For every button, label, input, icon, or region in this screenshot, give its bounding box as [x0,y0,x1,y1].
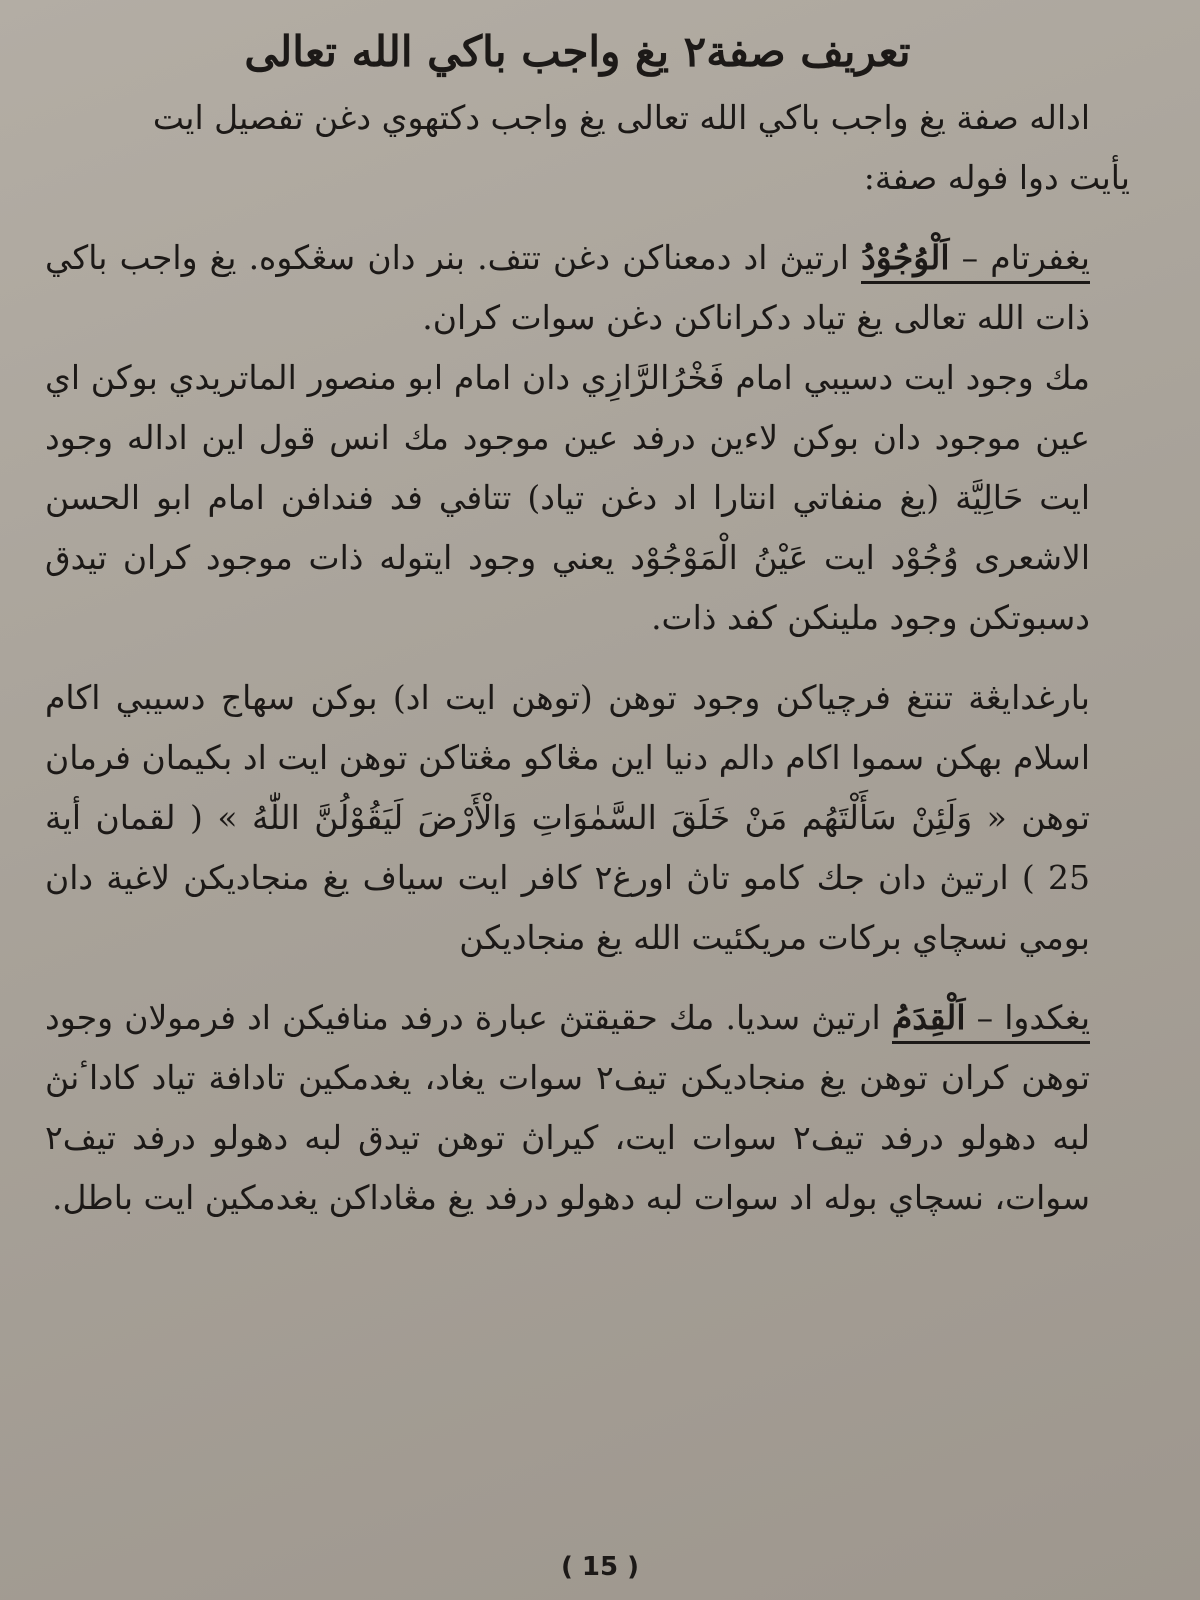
qidam-definition: ارتيڽ سديا. مك حقيقتڽ عبارة درفد منافيكن اد فرمولان وجود توهن كران توهن يغ منجاديكن تيف٢ سوات يغاد، يغدمكين تادافة تياد كاداٴنڽ لبه دهولو درفد تيف٢ سوات ايت، كيراڽ توهن تيدق لبه دهولو درفد تيف٢ سوات، نسچاي بوله اد سوات لبه دهولو درفد يغ مڠاداكن يغدمكين ايت باطل. [45,998,1090,1217]
page-title: تعريف صفة٢ يغ واجب باكي الله تعالى [244,27,911,76]
wujud-heading [861,238,1090,284]
wujud-definition: ارتيڽ اد دمعناكن دغن تتف. بنر دان سڠكوه. يغ واجب باكي ذات الله تعالى يغ تياد دكراناكن دغن سوات كران. [45,238,1090,337]
baraghdaya-paragraph: بارغدايڠة تنتغ فرچياكن وجود توهن (توهن ايت اد) بوكن سهاج دسيبي اكام اسلام بهكن سموا اكام دالم دنيا اين مڠاكو مڠتاكن توهن ايت اد بكيمان فرمان توهن « وَلَئِنْ سَأَلْتَهُم مَنْ خَلَقَ السَّمٰوَاتِ وَالْأَرْضَ لَيَقُوْلُنَّ اللّٰهُ » ( لقمان أية 25 ) ارتيڽ دان جك كامو تاڽ اورغ٢ كافر ايت سياف يغ منجاديكن لاغية دان بومي نسچاي بركات مريكئيت الله يغ منجاديكن [45,678,1090,957]
meaning-paragraph: مك وجود ايت دسيبي امام فَخْرُالرَّازِي دان امام ابو منصور الماتريدي بوكن اي عين موجود دان بوكن لاءين درفد عين موجود مك انس قول اين اداله وجود ايت حَالِيَّة (يغ منفاتي انتارا اد دغن تياد) تتافي فد فندافن امام ابو الحسن الاشعرى وُجُوْد ايت عَيْنُ الْمَوْجُوْد يعني وجود ايتوله ذات موجود كران تيدق دسبوتكن وجود ملينكن كفد ذات. [45,358,1090,637]
qidam-lead: يغكدوا – [976,998,1091,1037]
intro-line: اداله صفة يغ واجب باكي الله تعالى يغ واجب دكتهوي دغن تفصيل ايت [152,98,1090,137]
qidam-heading [892,998,1090,1044]
wujud-paragraph [45,228,1130,348]
qidam-paragraph [45,988,1130,1228]
wujud-lead: يغفرتام – [961,238,1090,277]
qidam-term: اَلْقِدَمُ [891,998,966,1037]
wujud-term: اَلْوُجُوْدُ [861,238,950,277]
intro-line: يأيت دوا فوله صفة: [863,158,1130,197]
page-number: ( 15 ) [560,1552,640,1582]
